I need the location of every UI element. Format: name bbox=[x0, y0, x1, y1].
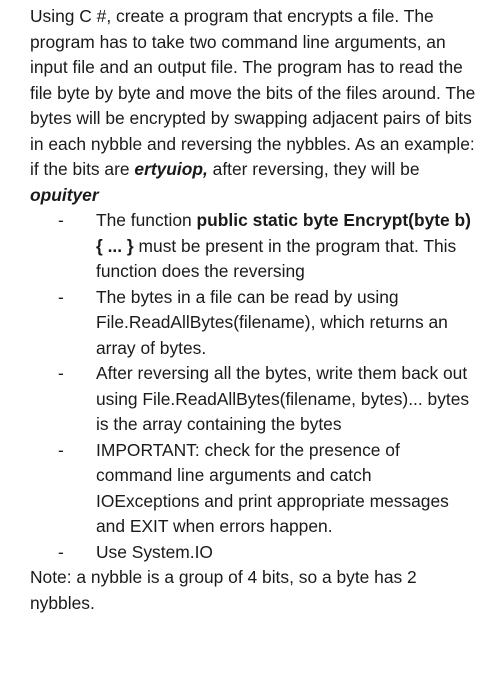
list-item bbox=[58, 438, 479, 540]
list-item-text: Use System.IO bbox=[96, 541, 213, 562]
reversed-bits: opuityer bbox=[30, 184, 99, 205]
list-item-text-2: must be present in the program that. This function does the reversing bbox=[96, 235, 457, 281]
list-item bbox=[58, 540, 479, 566]
note-paragraph: Note: a nybble is a group of 4 bits, so a byte has 2 nybbles. bbox=[30, 567, 417, 613]
list-item-text: The function bbox=[96, 210, 197, 230]
list-item bbox=[58, 285, 479, 362]
list-item bbox=[58, 361, 479, 438]
function-signature: public static byte Encrypt(byte b) { ... } bbox=[96, 210, 471, 256]
requirements-list bbox=[30, 208, 479, 565]
bullet-dash: - bbox=[58, 286, 64, 307]
list-item-text: The bytes in a file can be read by using File.ReadAllBytes(filename), which returns an array of bytes. bbox=[96, 286, 448, 358]
bullet-dash: - bbox=[58, 541, 64, 562]
list-item-text: After reversing all the bytes, write them back out using File.ReadAllBytes(filename, bytes)... bytes is the array containing the bytes bbox=[96, 363, 470, 434]
bullet-dash: - bbox=[58, 439, 64, 460]
intro-text: Using C #, create a program that encrypts a file. The program has to take two command line arguments, an input file and an output file. The program has to read the file byte by byte and move the bits of the files around. The bytes will be encrypted by swapping adjacent pairs of bits in each nybble and reversing the nybbles. As an example: if the bits are bbox=[30, 6, 476, 179]
intro-text-2: after reversing, they will be bbox=[207, 159, 420, 179]
list-item bbox=[58, 208, 479, 285]
example-bits: ertyuiop, bbox=[134, 159, 208, 179]
bullet-dash: - bbox=[58, 363, 64, 383]
intro-paragraph bbox=[30, 4, 479, 208]
bullet-dash: - bbox=[58, 210, 64, 230]
list-item-text: IMPORTANT: check for the presence of command line arguments and catch IOExceptions and print appropriate messages and EXIT when errors happen. bbox=[96, 439, 449, 536]
